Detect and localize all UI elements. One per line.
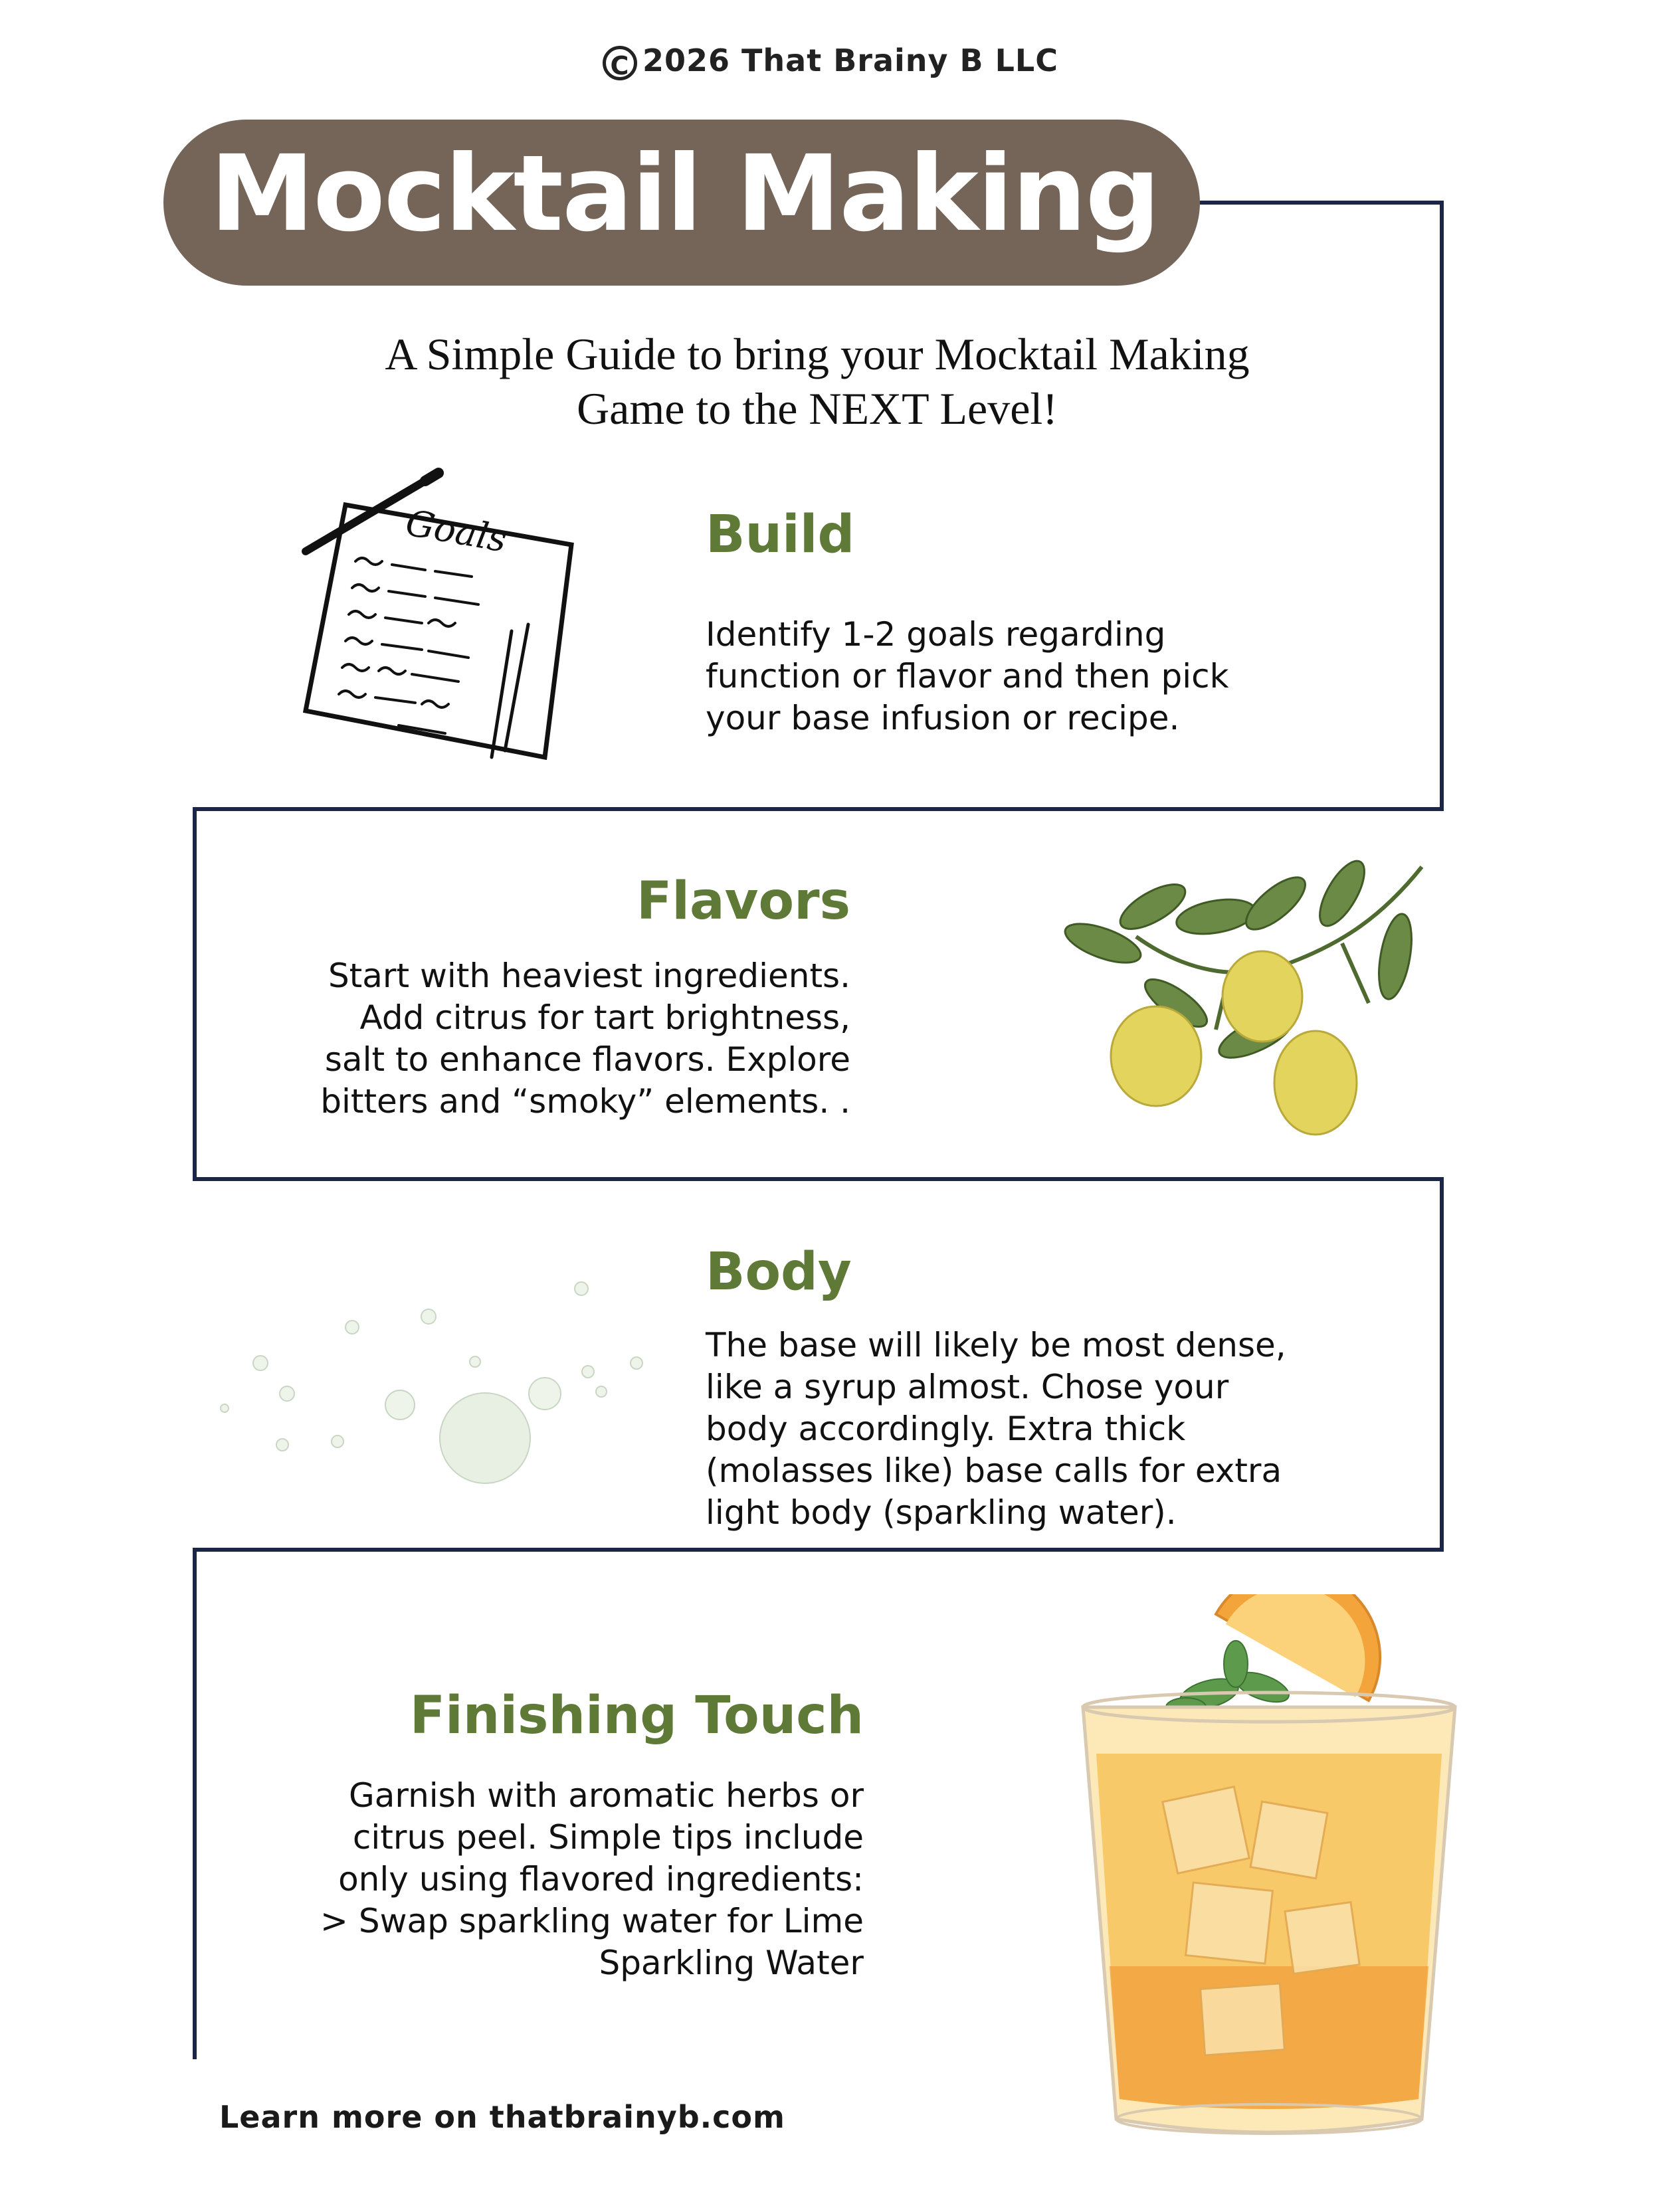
subtitle-line-1: A Simple Guide to bring your Mocktail Making [385, 329, 1250, 379]
build-line-3: your base infusion or recipe. [706, 699, 1180, 737]
body-line-2: like a syrup almost. Chose your [706, 1368, 1229, 1406]
build-line-2: function or flavor and then pick [706, 657, 1229, 695]
body-heading: Body [706, 1242, 852, 1302]
flavors-line-1: Start with heaviest ingredients. [328, 957, 850, 995]
footer-link-text: Learn more on thatbrainyb.com [219, 2099, 785, 2135]
iced-drink-icon [1076, 1594, 1462, 2146]
goals-label: Goals [403, 502, 510, 561]
lemon-branch-icon [1063, 857, 1435, 1162]
build-heading: Build [706, 505, 855, 565]
finishing-line-2: citrus peel. Simple tips include [352, 1818, 864, 1857]
body-line-5: light body (sparkling water). [706, 1493, 1177, 1532]
flavors-description [199, 955, 850, 1123]
bubbles-icon [213, 1262, 664, 1501]
copyright-text: 2026 That Brainy B LLC [642, 43, 1058, 78]
finishing-line-4: > Swap sparkling water for Lime [320, 1902, 864, 1940]
finishing-description [199, 1775, 864, 1984]
finishing-heading: Finishing Touch [409, 1686, 864, 1746]
page-title: Mocktail Making [210, 133, 1159, 255]
page-subtitle [266, 327, 1369, 436]
finishing-line-3: only using flavored ingredients: [338, 1860, 864, 1898]
flavors-line-2: Add citrus for tart brightness, [359, 998, 850, 1037]
finishing-line-5: Sparkling Water [599, 1944, 864, 1982]
copyright-notice [0, 43, 1661, 80]
body-line-1: The base will likely be most dense, [706, 1326, 1286, 1364]
copyright-icon: C [603, 46, 637, 80]
finishing-line-1: Garnish with aromatic herbs or [349, 1776, 864, 1815]
flavors-line-4: bitters and “smoky” elements. . [320, 1082, 850, 1121]
flavors-heading: Flavors [636, 872, 850, 931]
goals-notepad-icon [292, 465, 598, 771]
flavors-line-3: salt to enhance flavors. Explore [324, 1040, 850, 1079]
body-description [706, 1325, 1286, 1534]
subtitle-line-2: Game to the NEXT Level! [577, 383, 1058, 434]
body-line-4: (molasses like) base calls for extra [706, 1451, 1282, 1490]
build-line-1: Identify 1-2 goals regarding [706, 615, 1166, 654]
body-line-3: body accordingly. Extra thick [706, 1410, 1186, 1448]
build-description [706, 614, 1229, 739]
